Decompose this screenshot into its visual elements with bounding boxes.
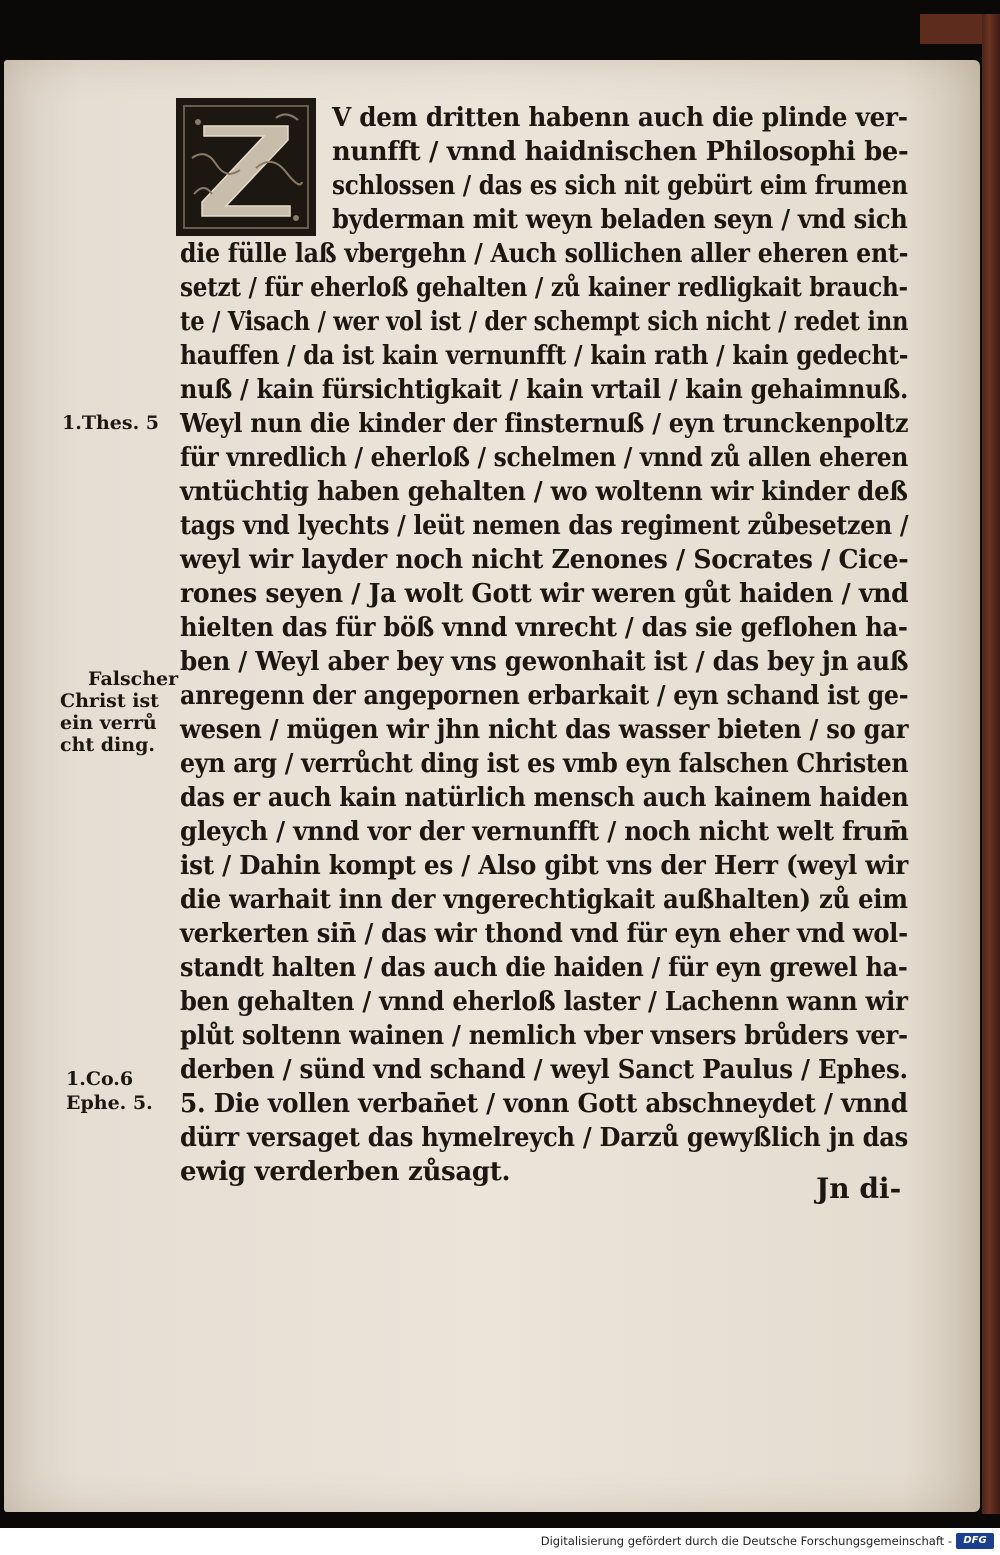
text-line: für vnredlich / eherloß / schelmen / vnnd zů allen eheren [180, 443, 909, 473]
text-line: eyn arg / verrůcht ding ist es vmb eyn falschen Christen [180, 749, 909, 779]
text-line: anregenn der angepornen erbarkait / eyn schand ist ge- [180, 681, 909, 711]
margin-note-cor: 1.Co.6 [66, 1068, 134, 1090]
margin-note-falscher: Falscher [88, 668, 179, 690]
margin-note-thess: 1.Thes. 5 [62, 412, 160, 434]
text-line: te / Visach / wer vol ist / der schempt sich nicht / redet inn [180, 307, 909, 337]
text-line: hielten das für böß vnnd vnrecht / das sie geflohen ha- [180, 613, 908, 643]
text-line: standt halten / das auch die haiden / für eyn grewel ha- [180, 953, 908, 983]
text-line: wesen / mügen wir jhn nicht das wasser bieten / so gar [180, 715, 909, 745]
text-line: rones seyen / Ja wolt Gott wir weren gůt haiden / vnd [180, 579, 909, 609]
text-line: dürr versaget das hymelreych / Darzů gewyßlich jn das [180, 1123, 908, 1153]
text-line: derben / sünd vnd schand / weyl Sanct Paulus / Ephes. [180, 1055, 908, 1085]
margin-note-falscher: cht ding. [60, 734, 155, 756]
text-line: nunfft / vnnd haidnischen Philosophi be- [332, 137, 909, 167]
catchword: Jn di- [816, 1172, 902, 1205]
text-line: ist / Dahin kompt es / Also gibt vns der Herr (weyl wir [180, 851, 909, 881]
page-edge-right [982, 14, 1000, 1514]
text-line: Weyl nun die kinder der finsternuß / eyn trunckenpoltz [180, 409, 909, 439]
page-edge-top [920, 14, 982, 44]
footer-credit-text: Digitalisierung gefördert durch die Deutsche Forschungsgemeinschaft - [540, 1534, 952, 1548]
text-line: verkerten sin̄ / das wir thond vnd für eyn eher vnd wol- [180, 919, 908, 949]
text-line: nuß / kain fürsichtigkait / kain vrtail / kain gehaimnuß. [180, 375, 909, 405]
text-line: gleych / vnnd vor der vernunfft / noch nicht welt frum̄ [180, 817, 909, 847]
text-line: V dem dritten habenn auch die plinde ver- [332, 103, 908, 133]
text-line: die warhait inn der vngerechtigkait außhalten) zů eim [180, 885, 908, 915]
text-line: ewig verderben zůsagt. [180, 1157, 511, 1187]
text-line: die fülle laß vbergehn / Auch sollichen aller eheren ent- [180, 239, 909, 269]
text-line: vntüchtig haben gehalten / wo woltenn wir kinder deß [180, 477, 908, 507]
text-line: setzt / für eherloß gehalten / zů kainer redligkait brauch- [180, 273, 908, 303]
margin-note-falscher: Christ ist [60, 690, 159, 712]
ornament-initial-z-icon [176, 98, 316, 236]
text-line: ben gehalten / vnnd eherloß laster / Lachenn wann wir [180, 987, 908, 1017]
text-line: hauffen / da ist kain vernunfft / kain rath / kain gedecht- [180, 341, 909, 371]
text-line: byderman mit weyn beladen seyn / vnd sich [332, 205, 908, 235]
text-line: weyl wir layder noch nicht Zenones / Socrates / Cice- [180, 545, 909, 575]
decorated-initial-letter-image [176, 98, 316, 236]
text-line: plůt soltenn wainen / nemlich vber vnsers brůders ver- [180, 1021, 908, 1051]
text-line: schlossen / das es sich nit gebürt eim frumen [332, 171, 908, 201]
margin-note-falscher: ein verrů [60, 712, 157, 734]
text-line: ben / Weyl aber bey vns gewonhait ist / das bey jn auß [180, 647, 909, 677]
text-line: tags vnd lyechts / leüt nemen das regiment zůbesetzen / [180, 511, 909, 541]
margin-note-cor: Ephe. 5. [66, 1092, 153, 1114]
footer-bar [0, 1528, 1000, 1555]
dfg-logo: DFG [956, 1533, 994, 1549]
text-line: das er auch kain natürlich mensch auch kainem haiden [180, 783, 909, 813]
text-line: 5. Die vollen verban̄et / vonn Gott abschneydet / vnnd [180, 1089, 908, 1119]
